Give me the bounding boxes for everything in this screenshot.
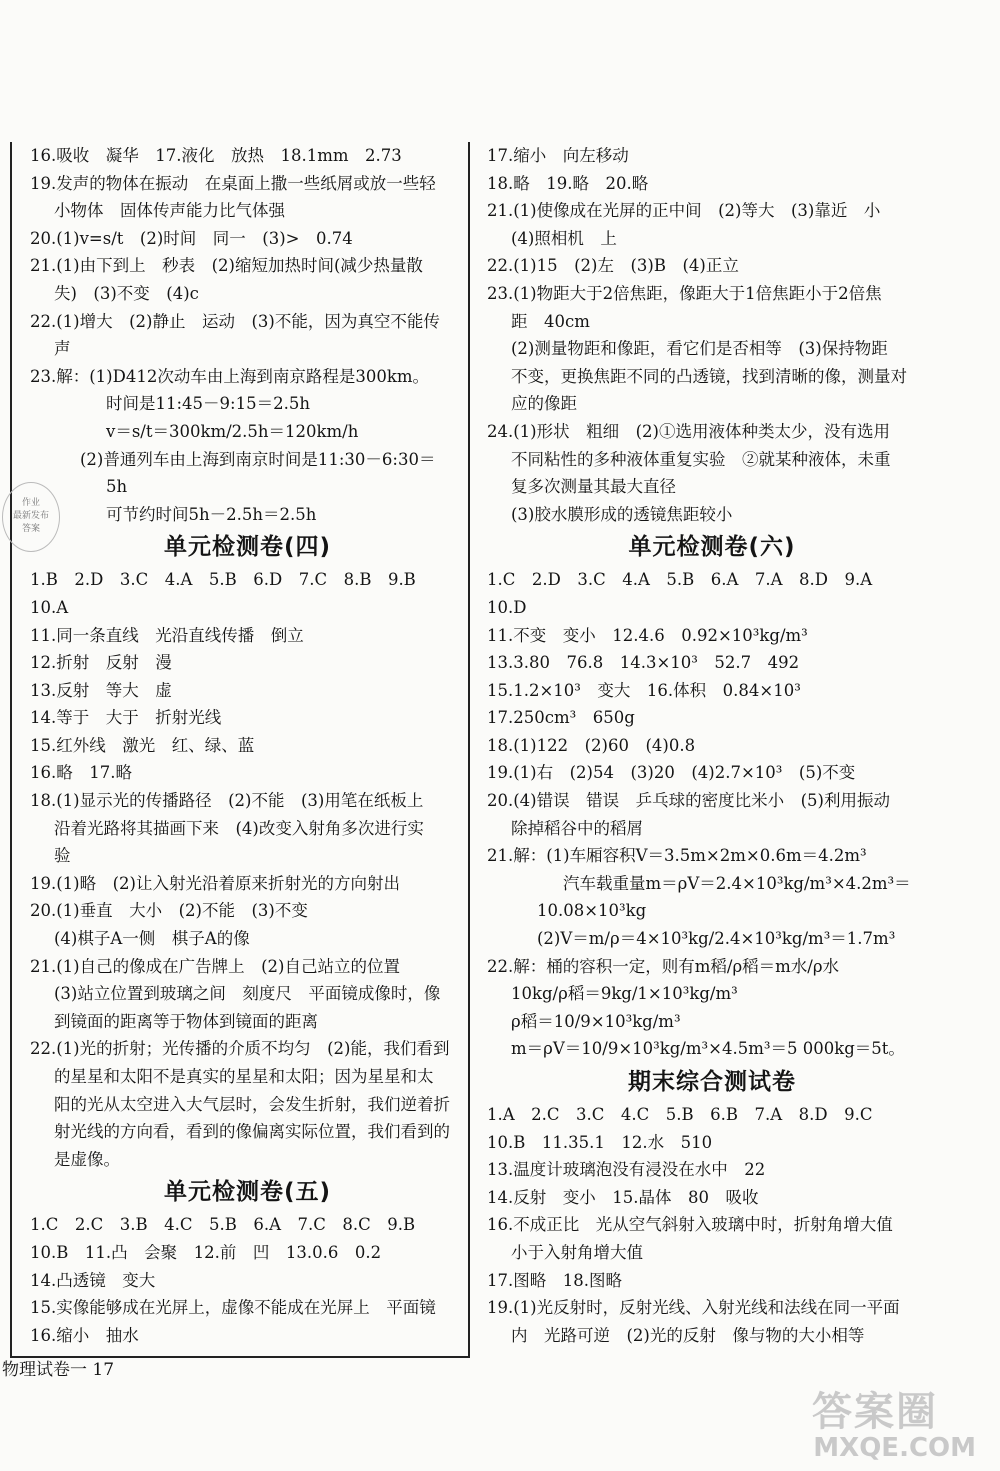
- answer-line: 19.(1)右 (2)54 (3)20 (4)2.7×10³ (5)不变: [487, 763, 856, 783]
- answer-line: (4)棋子A一侧 棋子A的像: [54, 929, 250, 949]
- answer-line: 16.吸收 凝华 17.液化 放热 18.1mm 2.73: [30, 146, 402, 165]
- answer-line: (2)V＝m/ρ＝4×10³kg/2.4×10³kg/m³＝1.7m³: [537, 929, 896, 949]
- answer-line: 19.发声的物体在振动 在桌面上撒一些纸屑或放一些轻: [30, 173, 436, 193]
- answer-line: 15.红外线 激光 红、绿、蓝: [30, 735, 255, 755]
- answer-line: 14.等于 大于 折射光线: [30, 708, 222, 728]
- left-column: [30, 142, 455, 1349]
- answer-line: 16.不成正比 光从空气斜射入玻璃中时，折射角增大值: [487, 1215, 893, 1235]
- answer-line: 17.图略 18.图略: [487, 1270, 622, 1290]
- answer-line: 失) (3)不变 (4)c: [54, 283, 199, 303]
- answer-line: 24.(1)形状 粗细 (2)①选用液体种类太少，没有选用: [487, 421, 890, 441]
- answer-line: 13.3.80 76.8 14.3×10³ 52.7 492: [487, 653, 800, 673]
- answer-line: 16.略 17.略: [30, 763, 132, 783]
- answer-line: 23.(1)物距大于2倍焦距，像距大于1倍焦距小于2倍焦: [487, 283, 882, 303]
- answer-line: 汽车载重量m＝ρV＝2.4×10³kg/m³×4.2m³＝: [563, 873, 911, 893]
- answer-line: 不变，更换焦距不同的凸透镜，找到清晰的像，测量对: [511, 366, 907, 386]
- answer-line: 22.(1)15 (2)左 (3)B (4)正立: [487, 256, 739, 276]
- answer-line: 18.略 19.略 20.略: [487, 173, 649, 193]
- answer-line: 17.250cm³ 650g: [487, 708, 635, 728]
- answer-line: 20.(1)v=s/t (2)时间 同一 (3)> 0.74: [30, 228, 353, 248]
- stamp-mark: 作业 最新发布 答案: [2, 482, 60, 552]
- answer-line: (4)照相机 上: [511, 228, 617, 248]
- answer-line: 12.折射 反射 漫: [30, 653, 172, 673]
- answer-line: 14.凸透镜 变大: [30, 1270, 156, 1290]
- answer-line: 10.D: [487, 597, 527, 617]
- answer-line: 1.C 2.C 3.B 4.C 5.B 6.A 7.C 8.C 9.B: [30, 1215, 416, 1235]
- answer-line: 21.解：(1)车厢容积V＝3.5m×2m×0.6m＝4.2m³: [487, 846, 867, 866]
- watermark-url: MXQE.COM: [813, 1433, 976, 1463]
- answer-line: m＝ρV＝10/9×10³kg/m³×4.5m³＝5 000kg＝5t。: [511, 1039, 905, 1059]
- answer-line: 10.08×10³kg: [537, 901, 647, 921]
- answer-line: 20.(4)错误 错误 乒乓球的密度比米小 (5)利用振动: [487, 791, 890, 811]
- section-heading: 单元检测卷(四): [163, 534, 332, 561]
- answer-line: 21.(1)由下到上 秒表 (2)缩短加热时间(减少热量散: [30, 256, 423, 276]
- answer-line: ρ稻＝10/9×10³kg/m³: [511, 1011, 681, 1031]
- answer-line: 内 光路可逆 (2)光的反射 像与物的大小相等: [511, 1325, 865, 1345]
- watermark-text: 答案圈: [812, 1389, 938, 1435]
- answer-line: 23.解：(1)D412次动车由上海到南京路程是300km。: [30, 366, 429, 386]
- answer-line: 10.B 11.凸 会聚 12.前 凹 13.0.6 0.2: [30, 1242, 382, 1262]
- page-footer: 物理试卷一 17: [2, 1360, 115, 1380]
- answer-line: 22.(1)光的折射；光传播的介质不均匀 (2)能，我们看到: [30, 1039, 450, 1059]
- answer-line: 到镜面的距离等于物体到镜面的距离: [54, 1011, 318, 1031]
- answer-line: 13.温度计玻璃泡没有浸没在水中 22: [487, 1160, 766, 1180]
- answer-line: 复多次测量其最大直径: [511, 477, 676, 497]
- answer-line: (3)站立位置到玻璃之间 刻度尺 平面镜成像时，像: [54, 984, 441, 1004]
- answer-line: 是虚像。: [54, 1149, 120, 1169]
- answer-line: 18.(1)显示光的传播路径 (2)不能 (3)用笔在纸板上: [30, 791, 424, 811]
- answer-line: 沿着光路将其描画下来 (4)改变入射角多次进行实: [54, 818, 424, 838]
- answer-line: 10kg/ρ稻＝9kg/1×10³kg/m³: [511, 984, 738, 1004]
- answer-line: 1.C 2.D 3.C 4.A 5.B 6.A 7.A 8.D 9.A: [487, 570, 873, 590]
- column-divider: [468, 142, 470, 1357]
- answer-line: 14.反射 变小 15.晶体 80 吸收: [487, 1187, 759, 1207]
- answer-line: 11.不变 变小 12.4.6 0.92×10³kg/m³: [487, 625, 808, 645]
- answer-line: v＝s/t＝300km/2.5h＝120km/h: [106, 421, 359, 441]
- answer-line: 13.反射 等大 虚: [30, 680, 172, 700]
- left-margin-rule: [10, 142, 12, 1357]
- answer-line: 10.A: [30, 597, 69, 617]
- answer-line: 1.A 2.C 3.C 4.C 5.B 6.B 7.A 8.D 9.C: [487, 1105, 873, 1124]
- watermark-logo: [812, 1390, 982, 1462]
- answer-line: 1.B 2.D 3.C 4.A 5.B 6.D 7.C 8.B 9.B: [30, 570, 416, 590]
- right-column: [487, 142, 927, 1349]
- answer-line: 时间是11:45－9:15＝2.5h: [106, 394, 310, 414]
- answer-line: (2)测量物距和像距，看它们是否相等 (3)保持物距: [511, 339, 888, 359]
- answer-line: 20.(1)垂直 大小 (2)不能 (3)不变: [30, 901, 308, 921]
- answer-line: 射光线的方向看，看到的像偏离实际位置，我们看到的: [54, 1122, 450, 1142]
- answer-line: 15.1.2×10³ 变大 16.体积 0.84×10³: [487, 680, 801, 700]
- answer-line: 声: [54, 339, 71, 359]
- answer-line: 22.(1)增大 (2)静止 运动 (3)不能，因为真空不能传: [30, 311, 440, 331]
- answer-line: 可节约时间5h－2.5h＝2.5h: [106, 504, 317, 524]
- answer-line: (3)胶水膜形成的透镜焦距较小: [511, 504, 733, 524]
- answer-line: 16.缩小 抽水: [30, 1325, 139, 1345]
- answer-line: 不同粘性的多种液体重复实验 ②就某种液体，未重: [511, 449, 891, 469]
- section-heading: 期末综合测试卷: [628, 1069, 796, 1095]
- answer-line: 22.解：桶的容积一定，则有m稻/ρ稻＝m水/ρ水: [487, 956, 840, 976]
- section-heading: 单元检测卷(五): [163, 1179, 332, 1206]
- answer-line: (2)普通列车由上海到南京时间是11:30－6:30＝: [80, 449, 436, 469]
- answer-line: 10.B 11.35.1 12.水 510: [487, 1132, 713, 1152]
- section-heading: 单元检测卷(六): [628, 534, 796, 561]
- answer-line: 21.(1)自己的像成在广告牌上 (2)自己站立的位置: [30, 956, 400, 976]
- answer-line: 17.缩小 向左移动: [487, 146, 629, 165]
- answer-line: 距 40cm: [511, 311, 590, 331]
- answer-line: 21.(1)使像成在光屏的正中间 (2)等大 (3)靠近 小: [487, 201, 881, 221]
- answer-line: 的星星和太阳不是真实的星星和太阳；因为星星和太: [54, 1067, 434, 1086]
- answer-line: 验: [54, 846, 71, 866]
- answer-line: 5h: [106, 477, 128, 497]
- answer-line: 阳的光从太空进入大气层时，会发生折射，我们逆着折: [54, 1094, 450, 1114]
- answer-line: 18.(1)122 (2)60 (4)0.8: [487, 735, 696, 755]
- answer-line: 小于入射角增大值: [511, 1242, 643, 1262]
- answer-line: 11.同一条直线 光沿直线传播 倒立: [30, 625, 304, 645]
- answer-line: 除掉稻谷中的稻屑: [511, 818, 643, 838]
- answer-line: 应的像距: [511, 394, 577, 414]
- answer-line: 19.(1)略 (2)让入射光沿着原来折射光的方向射出: [30, 873, 400, 893]
- answer-line: 19.(1)光反射时，反射光线、入射光线和法线在同一平面: [487, 1298, 900, 1318]
- answer-line: 15.实像能够成在光屏上，虚像不能成在光屏上 平面镜: [30, 1298, 436, 1318]
- answer-line: 小物体 固体传声能力比气体强: [54, 201, 285, 221]
